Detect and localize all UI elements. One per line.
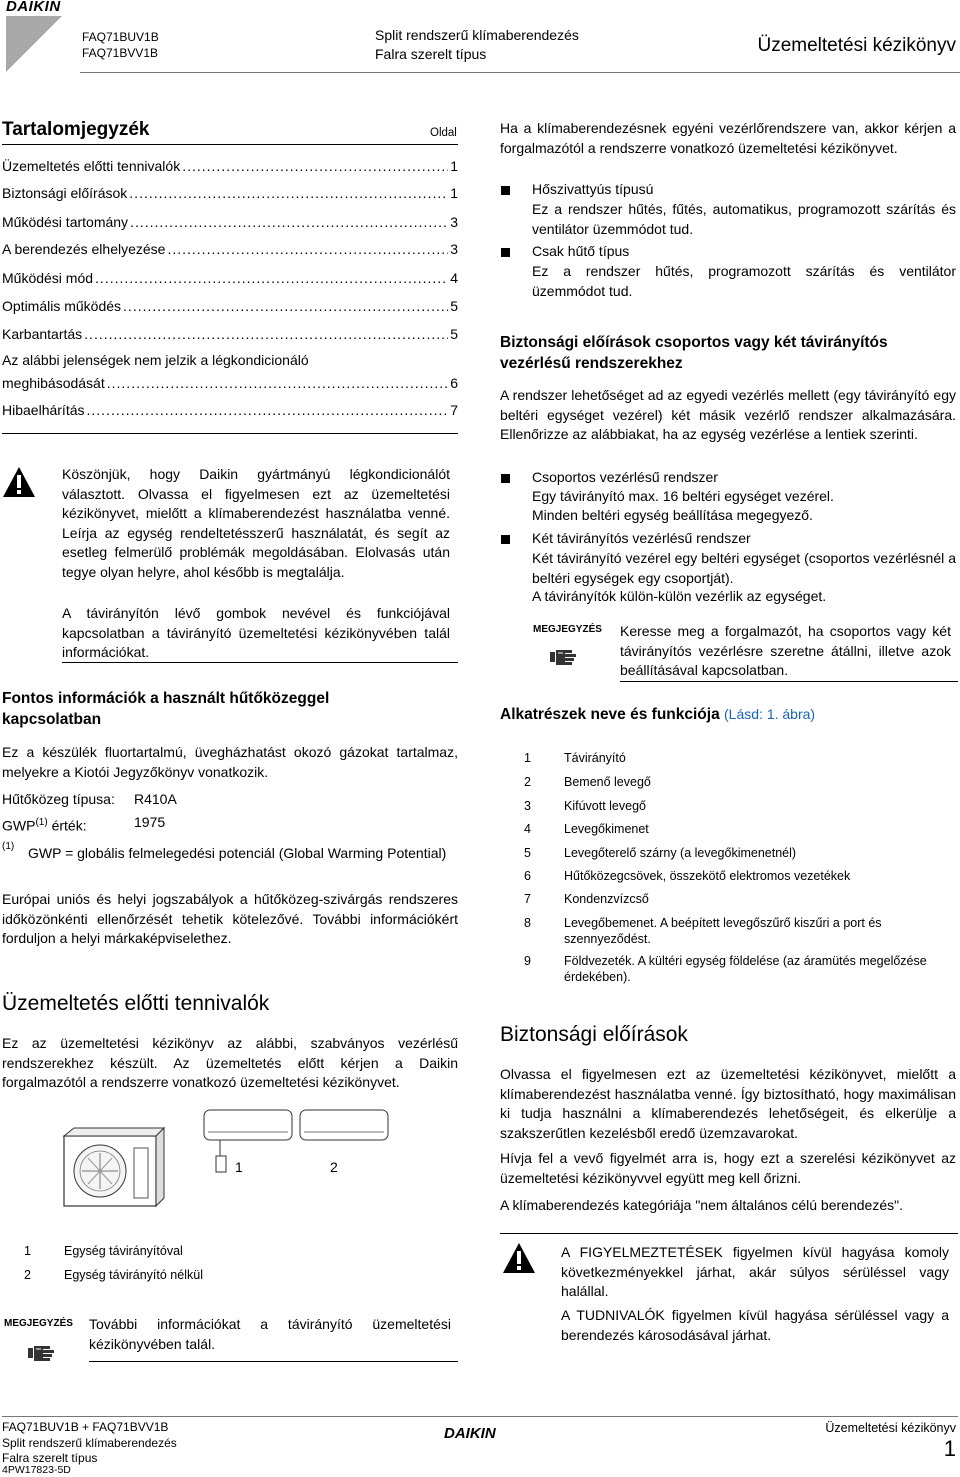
group-item-title: Csoportos vezérlésű rendszer xyxy=(532,469,718,485)
toc-rule xyxy=(2,144,458,145)
doc-title: Üzemeltetési kézikönyv xyxy=(757,35,956,56)
bullet xyxy=(501,248,510,257)
thanks-rule xyxy=(62,662,458,663)
group-paragraph: A rendszer lehetőséget ad az egyedi vezérlés mellett (egy távirányító egy beltéri egységet vezérel) két másik vezérlő rendszer alkalmazására. Ellenőrizze az alábbiakat, ha az egység vezérlése a lentiek szerinti. xyxy=(500,387,956,442)
toc-entry[interactable]: Működési mód ..... 4 xyxy=(2,268,458,288)
toc-entry[interactable]: meghibásodását ..... 6 xyxy=(2,373,458,393)
list-item: 1 Egység távirányítóval xyxy=(24,1244,183,1258)
type-title: Csak hűtő típus xyxy=(532,243,630,259)
toc-entry-line1[interactable]: Az alábbi jelenségek nem jelzik a légkondicionáló xyxy=(2,352,309,368)
model-line-1: FAQ71BUV1B xyxy=(82,30,159,44)
remote-paragraph: A távirányítón lévő gombok nevével és funkciójával kapcsolatban a távirányító üzemeltetési kézikönyvében talál információkat. xyxy=(62,605,450,660)
warning-icon xyxy=(2,466,36,498)
hand-pointer-icon xyxy=(550,644,580,666)
footer-doc-title: Üzemeltetési kézikönyv xyxy=(825,1421,956,1435)
parts-heading: Alkatrészek neve és funkciója (Lásd: 1. ábra) xyxy=(500,706,816,723)
product-line-2: Falra szerelt típus xyxy=(375,46,487,62)
note-label: MEGJEGYZÉS xyxy=(4,1318,73,1329)
warning-icon xyxy=(502,1242,536,1274)
figure-label-2: 2 xyxy=(330,1159,338,1175)
toc-end-rule xyxy=(2,433,458,434)
group-item-title: Két távirányítós vezérlésű rendszer xyxy=(532,530,751,546)
brand-logo: DAIKIN xyxy=(6,0,61,15)
toc-entry[interactable]: Működési tartomány ..... 3 xyxy=(2,212,458,232)
toc-entry[interactable]: Hibaelhárítás ..... 7 xyxy=(2,400,458,420)
footer-product: Split rendszerű klímaberendezés xyxy=(2,1436,177,1450)
figure-legend xyxy=(24,1243,444,1287)
warn-p2: A TUDNIVALÓK figyelmen kívül hagyása sérüléssel vagy a berendezés károsodásával járhat. xyxy=(561,1307,949,1343)
type-title: Hőszivattyús típusú xyxy=(532,181,654,197)
toc-entry[interactable]: Üzemeltetés előtti tennivalók ..... 1 xyxy=(2,156,458,176)
parts-list: 1 Távirányító 2 Bemenő levegő 3 Kifúvott levegő 4 Levegőkimenet 5 Levegőterelő szárny (a levegőkimenetnél) 6 Hűtőközegcsövek, összekötő elektromos vezetékek 7 Kondenzvízcső 8 Levegőbemenet. A beépített levegőszűrő kiszűri a port és szennyeződést. 9 Földvezeték. A kültéri egység földelése (az áramütés megelőzése érdekében). xyxy=(524,751,927,984)
warn-p1: A FIGYELMEZTETÉSEK figyelmen kívül hagyása komoly következményekkel járhat, akár súlyos sérüléssel vagy halállal. xyxy=(561,1244,949,1299)
hand-pointer-icon xyxy=(28,1340,58,1362)
group-item-line: Minden beltéri egység beállítása megegyező. xyxy=(532,507,813,523)
product-line-1: Split rendszerű klímaberendezés xyxy=(375,27,579,43)
refrigerant-p2: Európai uniós és helyi jogszabályok a hűtőközeg-szivárgás rendszeres időközönkénti ellenőrzését tehetik kötelezővé. További információkért forduljon a helyi márkaképviselethez. xyxy=(2,891,458,946)
gwp-label: GWP$^{(1)}$ érték: xyxy=(2,817,87,834)
safety-p2: Hívja fel a vevő figyelmét arra is, hogy ezt a szerelési kézikönyvet az üzemeltetési kézikönyvvel együtt meg kell őrizni. xyxy=(500,1150,956,1186)
group-item-line: A távirányítók külön-külön vezérlik az egységet. xyxy=(532,588,827,604)
bullet xyxy=(501,186,510,195)
bullet xyxy=(501,535,510,544)
note-rule xyxy=(89,1361,458,1362)
type-text: Ez a rendszer hűtés, programozott szárítás és ventilátor üzemmódot tud. xyxy=(532,263,956,299)
footer-brand-logo: DAIKIN xyxy=(444,1425,496,1442)
before-use-p1: Ez az üzemeltetési kézikönyv az alábbi, szabványos vezérlésű rendszerekhez készült. Az üzemeltetés előtt kérjen a Daikin forgalmazótól a rendszerre vonatkozó üzemeltetési kézikönyvet. xyxy=(2,1035,458,1090)
refrigerant-type-label: Hűtőközeg típusa: xyxy=(2,791,115,807)
right-intro: Ha a klímaberendezésnek egyéni vezérlőrendszere van, akkor kérjen a forgalmazótól a rendszerre vonatkozó üzemeltetési kézikönyvet. xyxy=(500,120,956,156)
type-text: Ez a rendszer hűtés, fűtés, automatikus, programozott szárítás és ventilátor üzemmódot tud. xyxy=(532,201,956,237)
warn-top-rule xyxy=(500,1233,958,1234)
footer-models: FAQ71BUV1B + FAQ71BVV1B xyxy=(2,1420,169,1434)
thanks-paragraph: Köszönjük, hogy Daikin gyártmányú légkondicionálót választott. Olvassa el figyelmesen ezt az üzemeltetési kézikönyvet, mielőtt a klímaberendezést használatba venné. Leírja az egység rendeltetésszerű használatát, és segít az esetleg felmerülő problémák megoldásában. Elolvasás után tegye olyan helyre, ahol később is megtalálja. xyxy=(62,466,450,580)
toc-title: Tartalomjegyzék xyxy=(2,119,150,140)
refrigerant-p1: Ez a készülék fluortartalmú, üvegházhatást okozó gázokat tartalmaz, melyekre a Kiotói Jegyzőkönyv vonatkozik. xyxy=(2,744,458,780)
before-use-title: Üzemeltetés előtti tennivalók xyxy=(2,992,270,1015)
toc-entry[interactable]: Optimális működés ..... 5 xyxy=(2,296,458,316)
footer-type: Falra szerelt típus xyxy=(2,1451,98,1465)
footer-rule xyxy=(2,1416,958,1417)
figure-label-1: 1 xyxy=(235,1159,243,1175)
header xyxy=(0,0,960,80)
safety-p1: Olvassa el figyelmesen ezt az üzemeltetési kézikönyvet, mielőtt a klímaberendezést használatba venné. Így biztosítható, hogy maximálisan ki tudja használni a klímaberendezés lehetőségeit, és elkerülje a szakszerűtlen kezelésből eredő üzemzavarokat. xyxy=(500,1066,956,1141)
figure-ref-link[interactable]: (Lásd: 1. ábra) xyxy=(724,706,816,722)
toc-entry[interactable]: Karbantartás ..... 5 xyxy=(2,324,458,344)
footer-code: 4PW17823-5D xyxy=(2,1464,71,1476)
toc-entry[interactable]: A berendezés elhelyezése ..... 3 xyxy=(2,239,458,259)
note-text: További információkat a távirányító üzemeltetési kézikönyvében talál. xyxy=(89,1316,451,1352)
toc-page-label: Oldal xyxy=(430,127,457,139)
group-title: Biztonsági előírások csoportos vagy két távirányítós vezérlésű rendszerekhez xyxy=(500,334,888,372)
footnote-mark: (1) xyxy=(2,841,15,852)
page-number: 1 xyxy=(943,1436,956,1461)
note-label: MEGJEGYZÉS xyxy=(533,624,602,635)
header-rule xyxy=(80,72,960,73)
bullet xyxy=(501,474,510,483)
model-line-2: FAQ71BVV1B xyxy=(82,46,159,60)
group-item-line: Két távirányító vezérel egy beltéri egységet (csoportos vezérlésnél a beltéri egységek egy csoportját). xyxy=(532,550,956,586)
gwp-footnote: GWP = globális felmelegedési potenciál (Global Warming Potential) xyxy=(28,845,447,861)
list-item: 2 Egység távirányító nélkül xyxy=(24,1268,203,1282)
toc-entry[interactable]: Biztonsági előírások ..... 1 xyxy=(2,183,458,203)
gwp-value: 1975 xyxy=(134,814,166,830)
refrigerant-type-value: R410A xyxy=(134,791,177,807)
group-item-line: Egy távirányító max. 16 beltéri egységet vezérel. xyxy=(532,488,834,504)
right-note-text: Keresse meg a forgalmazót, ha csoportos vagy két távirányítós vezérlésre szeretne átállni, illetve azok beállításával kapcsolatban. xyxy=(620,623,951,678)
safety-title: Biztonsági előírások xyxy=(500,1023,688,1046)
right-note-rule xyxy=(620,681,958,682)
refrigerant-title: Fontos információk a használt hűtőközeggel kapcsolatban xyxy=(2,690,330,728)
safety-p3: A klímaberendezés kategóriája "nem általános célú berendezés". xyxy=(500,1197,903,1213)
system-figure xyxy=(60,1108,400,1220)
